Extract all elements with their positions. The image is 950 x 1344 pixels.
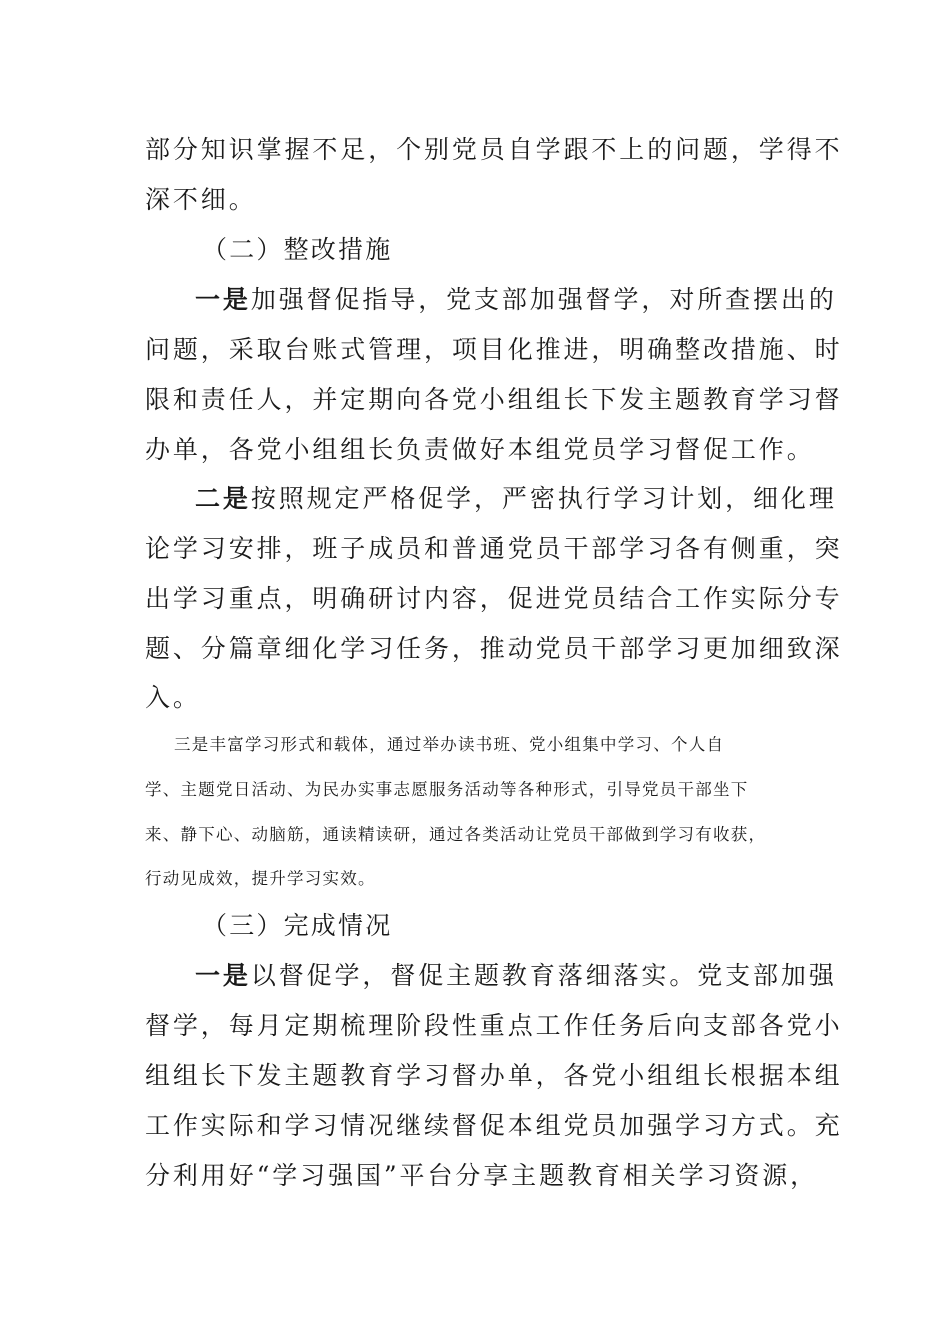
small-paragraph-line: 来、静下心、动脑筋，通读精读研，通过各类活动让党员干部做到学习有收获， xyxy=(145,825,767,844)
paragraph-line: 组组长下发主题教育学习督办单，各党小组组长根据本组 xyxy=(145,1061,843,1090)
paragraph-text: 以督促学，督促主题教育落细落实。党支部加强 xyxy=(250,961,837,990)
paragraph-lead: 二是 xyxy=(195,484,251,513)
paragraph-line: 问题，采取台账式管理，项目化推进，明确整改措施、时 xyxy=(145,335,843,364)
paragraph-line: 工作实际和学习情况继续督促本组党员加强学习方式。充 xyxy=(145,1111,843,1140)
paragraph-lead: 一是 xyxy=(195,285,251,314)
paragraph-line: 督学，每月定期梳理阶段性重点工作任务后向支部各党小 xyxy=(145,1011,843,1040)
paragraph-line xyxy=(195,284,837,316)
paragraph-line: 入。 xyxy=(145,683,201,712)
section-heading: （二）整改措施 xyxy=(202,235,393,264)
paragraph-line: 办单，各党小组组长负责做好本组党员学习督促工作。 xyxy=(145,435,815,464)
small-paragraph-line: 行动见成效，提升学习实效。 xyxy=(145,869,376,888)
paragraph-lead: 一是 xyxy=(195,961,251,990)
paragraph-line xyxy=(195,483,837,515)
paragraph-line xyxy=(195,960,837,992)
paragraph-line: 部分知识掌握不足，个别党员自学跟不上的问题，学得不 xyxy=(145,135,843,164)
paragraph-line: 深不细。 xyxy=(145,185,257,214)
paragraph-text: 加强督促指导，党支部加强督学，对所查摆出的 xyxy=(250,285,837,314)
paragraph-line: 题、分篇章细化学习任务，推动党员干部学习更加细致深 xyxy=(145,634,843,663)
section-heading: （三）完成情况 xyxy=(202,911,393,940)
paragraph-line: 论学习安排，班子成员和普通党员干部学习各有侧重，突 xyxy=(145,534,843,563)
paragraph-text: 按照规定严格促学，严密执行学习计划，细化理 xyxy=(250,484,837,513)
paragraph-line: 出学习重点，明确研讨内容，促进党员结合工作实际分专 xyxy=(145,584,843,613)
paragraph-line: 分利用好“学习强国”平台分享主题教育相关学习资源， xyxy=(145,1161,819,1190)
paragraph-line: 限和责任人，并定期向各党小组组长下发主题教育学习督 xyxy=(145,385,843,414)
small-paragraph-line: 三是丰富学习形式和载体，通过举办读书班、党小组集中学习、个人自 xyxy=(174,735,725,754)
small-paragraph-line: 学、主题党日活动、为民办实事志愿服务活动等各种形式，引导党员干部坐下 xyxy=(145,780,749,799)
